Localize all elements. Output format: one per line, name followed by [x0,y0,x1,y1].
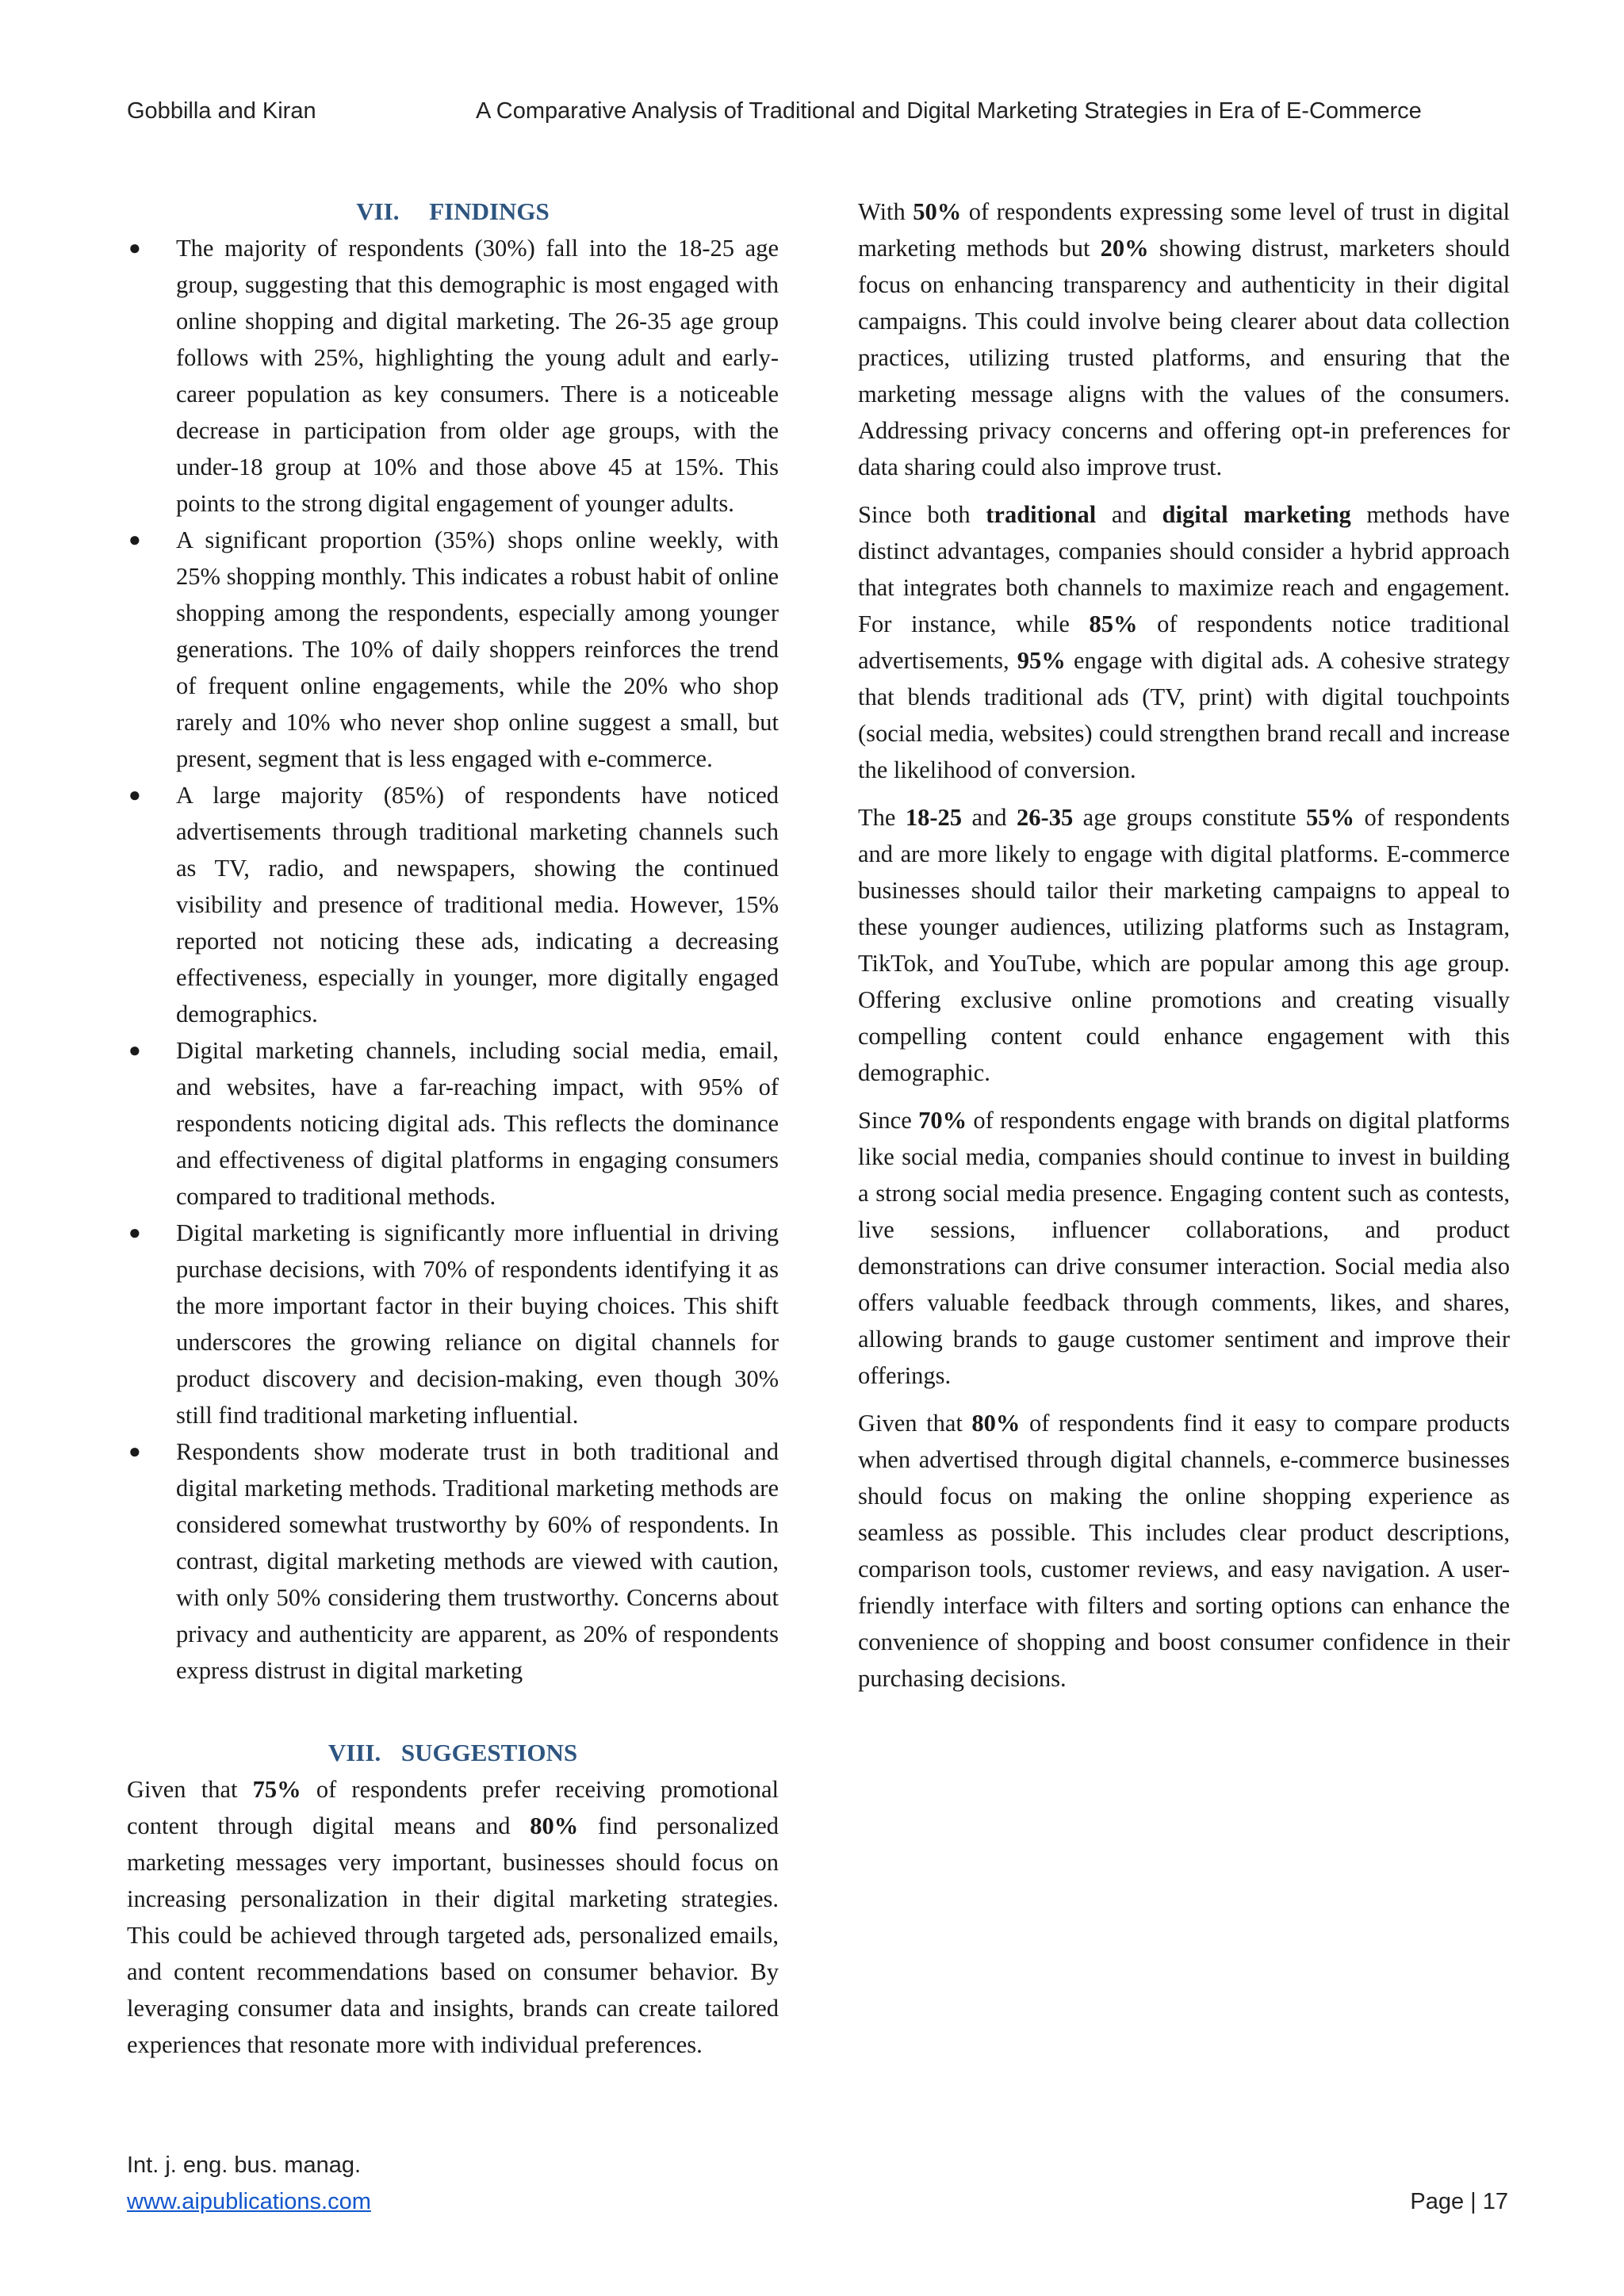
text-run: of respondents find it easy to compare products when advertised through digital channels, e-commerce businesses should focus on making the online shopping experience as seamless as possible. This includes clear product descriptions, comparison tools, customer reviews, and easy navigation. A user-friendly interface with filters and sorting options can enhance the convenience of shopping and boost consumer confidence in their purchasing decisions. [858,1410,1510,1692]
suggestion-paragraph-4 [858,799,1510,1091]
bold-term: digital marketing [1162,501,1351,528]
findings-heading-title: FINDINGS [429,197,550,225]
suggestion-paragraph-6 [858,1405,1510,1697]
bold-stat: 80% [530,1812,579,1839]
left-column [127,193,779,2074]
findings-list-item [127,230,779,522]
website-link[interactable]: www.aipublications.com [127,2189,371,2214]
text-run: of respondents engage with brands on digital platforms like social media, companies should continue to invest in building a strong social media presence. Engaging content such as contests, live sessions, influencer collaborations, and product demonstrations can drive consumer interaction. Social media also offers valuable feedback through comments, likes, and shares, allowing brands to gauge customer sentiment and improve their offerings. [858,1107,1511,1389]
page-footer-left [127,2147,371,2220]
text-run: The [858,804,906,831]
text-run: of respondents prefer receiving promotional content through digital means and [127,1776,779,1839]
text-run: and [962,804,1017,831]
findings-list-item [127,1433,779,1689]
bullet-icon: ● [128,1440,141,1463]
bold-stat: 85% [1089,610,1138,637]
findings-list [127,230,779,1689]
text-run: With [858,198,914,225]
text-run: methods have distinct advantages, companies should consider a hybrid approach that integrates both channels to maximize reach and engagement. For instance, while [858,501,1510,637]
bold-stat: 80% [971,1410,1021,1437]
findings-heading [127,193,779,230]
bullet-icon: ● [128,1221,141,1244]
bold-stat: 18-25 [905,804,963,831]
suggestions-heading-title: SUGGESTIONS [400,1739,578,1766]
bold-stat: 20% [1100,235,1149,262]
text-run: age groups constitute [1073,804,1306,831]
bold-stat: 55% [1305,804,1354,831]
page-number: Page | 17 [1410,2189,1508,2214]
bullet-icon: ● [128,783,141,806]
text-run: Given that [127,1776,253,1803]
text-run: Since both [858,501,986,528]
bullet-icon: ● [128,236,141,259]
bold-stat: 70% [918,1107,967,1134]
header-authors: Gobbilla and Kiran [127,98,316,124]
text-run: engage with digital ads. A cohesive strategy that blends traditional ads (TV, print) with digital touchpoints (social media, websites) could strengthen brand recall and increase the likelihood of conversion. [858,647,1510,783]
right-column [858,193,1510,1708]
text-run: of respondents notice traditional advertisements, [858,610,1510,674]
findings-item-text: Respondents show moderate trust in both traditional and digital marketing methods. Traditional marketing methods are considered somewhat trustworthy by 60% of respondents. In contrast, digital marketing methods are viewed with caution, with only 50% considering them trustworthy. Concerns about privacy and authenticity are apparent, as 20% of respondents express distrust in digital marketing [176,1438,779,1684]
findings-item-text: Digital marketing channels, including social media, email, and websites, have a far-reaching impact, with 95% of respondents noticing digital ads. This reflects the dominance and effectiveness of digital platforms in engaging consumers compared to traditional methods. [176,1037,779,1210]
suggestion-paragraph-1 [127,1771,779,2063]
bold-stat: 75% [252,1776,301,1803]
suggestions-heading-number: VIII. [327,1739,381,1766]
text-run: Given that [858,1410,972,1437]
bold-term: traditional [986,501,1097,528]
bold-stat: 50% [913,198,962,225]
findings-item-text: Digital marketing is significantly more influential in driving purchase decisions, with 70% of respondents identifying it as the more important factor in their buying choices. This shift underscores the growing reliance on digital channels for product discovery and decision-making, even though 30% still find traditional marketing influential. [176,1219,779,1429]
text-run: and [1096,501,1162,528]
text-run: showing distrust, marketers should focus on enhancing transparency and authenticity in their digital campaigns. This could involve being clearer about data collection practices, utilizing trusted platforms, and ensuring that the marketing message aligns with the values of the consumers. Addressing privacy concerns and offering opt-in preferences for data sharing could also improve trust. [858,235,1510,480]
suggestions-heading [127,1735,779,1771]
text-run: find personalized marketing messages very important, businesses should focus on increasing personalization in their digital marketing strategies. This could be achieved through targeted ads, personalized emails, and content recommendations based on consumer behavior. By leveraging consumer data and insights, brands can create tailored experiences that resonate more with individual preferences. [127,1812,779,2058]
findings-list-item [127,1032,779,1215]
suggestion-paragraph-5 [858,1102,1510,1394]
bullet-icon: ● [128,1039,141,1062]
findings-list-item [127,522,779,777]
text-run: of respondents expressing some level of trust in digital marketing methods but [858,198,1510,262]
header-running-title: A Comparative Analysis of Traditional and Digital Marketing Strategies in Era of E-Commerce [476,98,1422,124]
text-run: Since [858,1107,919,1134]
suggestion-paragraph-2 [858,193,1510,485]
suggestion-paragraph-3 [858,496,1510,788]
findings-item-text: A significant proportion (35%) shops online weekly, with 25% shopping monthly. This indicates a robust habit of online shopping among the respondents, especially among younger generations. The 10% of daily shoppers reinforces the trend of frequent online engagements, while the 20% who shop rarely and 10% who never shop online suggest a small, but present, segment that is less engaged with e-commerce. [176,526,779,772]
journal-abbreviation: Int. j. eng. bus. manag. [127,2152,362,2178]
findings-item-text: A large majority (85%) of respondents have noticed advertisements through traditional marketing channels such as TV, radio, and newspapers, showing the continued visibility and presence of traditional media. However, 15% reported not noticing these ads, indicating a decreasing effectiveness, especially in younger, more digitally engaged demographics. [176,782,779,1027]
findings-item-text: The majority of respondents (30%) fall into the 18-25 age group, suggesting that this demographic is most engaged with online shopping and digital marketing. The 26-35 age group follows with 25%, highlighting the young adult and early-career population as key consumers. There is a noticeable decrease in participation from older age groups, with the under-18 group at 10% and those above 45 at 15%. This points to the strong digital engagement of younger adults. [176,235,779,517]
findings-heading-number: VII. [356,197,400,225]
text-run: of respondents and are more likely to engage with digital platforms. E-commerce businesses should tailor their marketing campaigns to appeal to these younger audiences, utilizing platforms such as Instagram, TikTok, and YouTube, which are popular among this age group. Offering exclusive online promotions and creating visually compelling content could enhance engagement with this demographic. [858,804,1511,1086]
bullet-icon: ● [128,528,141,551]
bold-stat: 26-35 [1017,804,1074,831]
findings-list-item [127,777,779,1032]
section-spacer [127,1689,779,1735]
bold-stat: 95% [1017,647,1066,674]
page-header [127,98,1505,130]
findings-list-item [127,1215,779,1433]
